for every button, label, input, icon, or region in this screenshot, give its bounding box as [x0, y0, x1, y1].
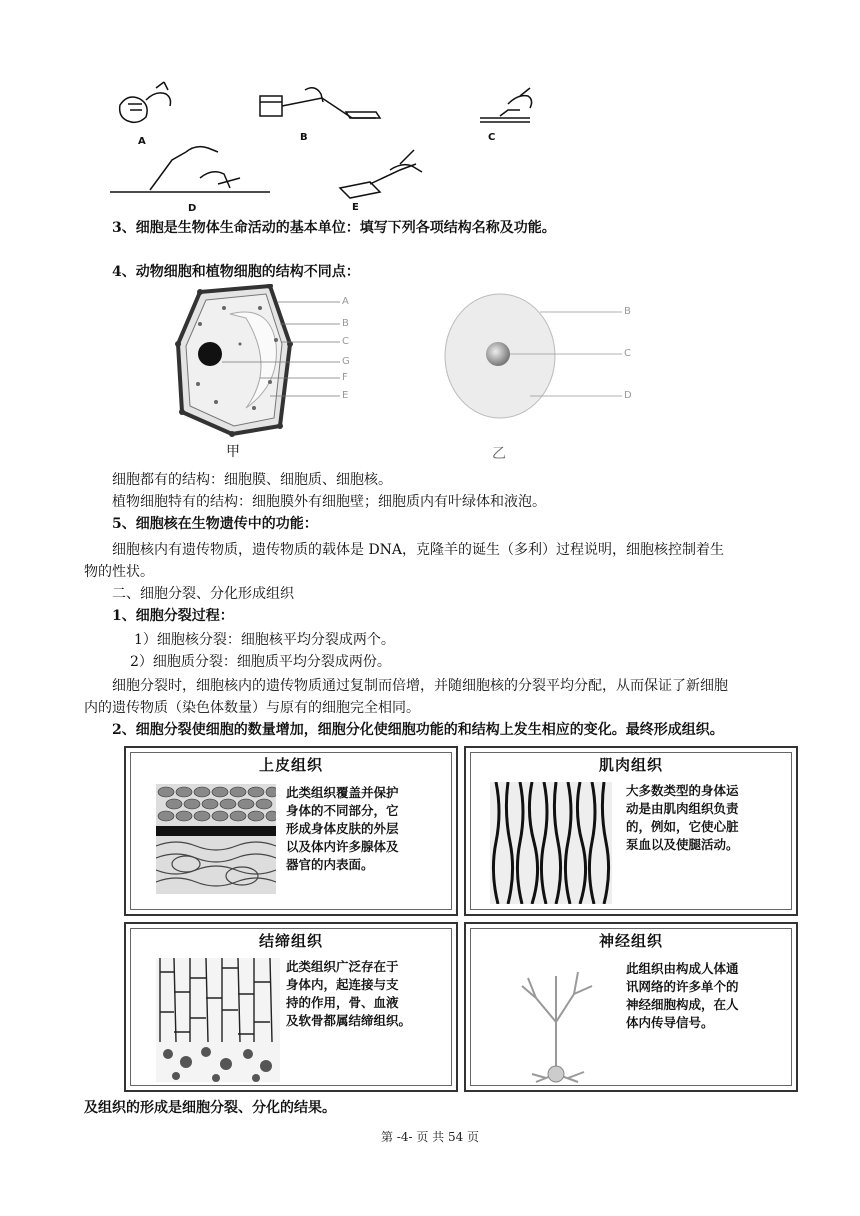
muscle-tissue-image — [490, 782, 612, 904]
plant-specific-structures: 植物细胞特有的结构：细胞膜外有细胞壁；细胞质内有叶绿体和液泡。 — [112, 494, 546, 510]
plant-label-a: A — [342, 296, 349, 307]
tissue-panel-epithelial — [124, 746, 458, 916]
animal-label-b: B — [624, 306, 631, 317]
plant-label-b: B — [342, 318, 349, 329]
tissue-description: 大多数类型的身体运 动是由肌肉组织负责 的，例如，它使心脏 泵血以及使腿活动。 — [626, 783, 739, 852]
plant-label-e: E — [342, 390, 349, 401]
conclusion-line: 及组织的形成是细胞分裂、分化的结果。 — [84, 1100, 336, 1116]
figure-label-a: A — [138, 136, 146, 147]
plant-label-c: C — [342, 336, 349, 347]
animal-cell-caption: 乙 — [492, 446, 506, 462]
tissue-panel-muscle — [464, 746, 798, 916]
division-step-2: 2）细胞质分裂：细胞质平均分裂成两份。 — [130, 654, 391, 670]
page-footer: 第 -4- 页 共 54 页 — [380, 1130, 480, 1144]
tissue-description: 此类组织广泛存在于 身体内，起连接与支 持的作用，骨、血液 及软骨都属结缔组织。 — [286, 959, 412, 1028]
tissue-title: 上皮组织 — [258, 756, 323, 774]
tissue-description: 此组织由构成人体通 讯网络的许多单个的 神经细胞构成，在人 体内传导信号。 — [626, 961, 739, 1030]
common-structures: 细胞都有的结构：细胞膜、细胞质、细胞核。 — [112, 472, 392, 488]
tissue-panel-nervous — [464, 922, 798, 1092]
division-paragraph-line-1: 细胞分裂时，细胞核内的遗传物质通过复制而倍增，并随细胞核的分裂平均分配，从而保证了新细胞 — [112, 678, 728, 694]
question-3: 3、细胞是生物体生命活动的基本单位：填写下列各项结构名称及功能。 — [112, 220, 556, 236]
plant-label-g: G — [342, 356, 350, 367]
question-5: 5、细胞核在生物遗传中的功能： — [112, 516, 318, 532]
tissue-title: 结缔组织 — [258, 932, 323, 950]
nucleus-paragraph-line-1: 细胞核内有遗传物质，遗传物质的载体是 DNA，克隆羊的诞生（多利）过程说明，细胞核控制着生 — [112, 542, 725, 558]
epithelial-tissue-image — [156, 784, 276, 894]
section-2-heading: 二、细胞分裂、分化形成组织 — [112, 586, 294, 602]
tissue-title: 肌肉组织 — [598, 756, 663, 774]
tissue-panel-connective — [124, 922, 458, 1092]
animal-cell-diagram — [440, 290, 640, 440]
plant-label-f: F — [342, 372, 348, 383]
division-process-title: 1、细胞分裂过程： — [112, 608, 234, 624]
division-step-1: 1）细胞核分裂：细胞核平均分裂成两个。 — [134, 632, 395, 648]
tissue-title: 神经组织 — [598, 932, 663, 950]
figure-label-b: B — [300, 132, 308, 143]
figure-label-d: D — [188, 203, 197, 214]
division-paragraph-line-2: 内的遗传物质（染色体数量）与原有的细胞完全相同。 — [84, 700, 420, 716]
figure-label-c: C — [488, 132, 496, 143]
tissue-description: 此类组织覆盖并保护 身体的不同部分，它 形成身体皮肤的外层 以及体内许多腺体及 器官的内表面。 — [286, 785, 399, 872]
nervous-tissue-image — [506, 962, 616, 1090]
plant-cell-caption: 甲 — [226, 444, 240, 460]
figure-label-e: E — [352, 202, 359, 213]
slide-preparation-figure — [100, 80, 560, 220]
animal-label-c: C — [624, 348, 631, 359]
connective-tissue-image — [156, 958, 280, 1082]
question-4: 4、动物细胞和植物细胞的结构不同点： — [112, 264, 360, 280]
question-2-differentiation: 2、细胞分裂使细胞的数量增加，细胞分化使细胞功能的和结构上发生相应的变化。最终形成组织。 — [112, 722, 724, 738]
plant-cell-diagram — [170, 284, 360, 444]
nucleus-paragraph-line-2: 物的性状。 — [84, 564, 154, 580]
animal-label-d: D — [624, 390, 632, 401]
